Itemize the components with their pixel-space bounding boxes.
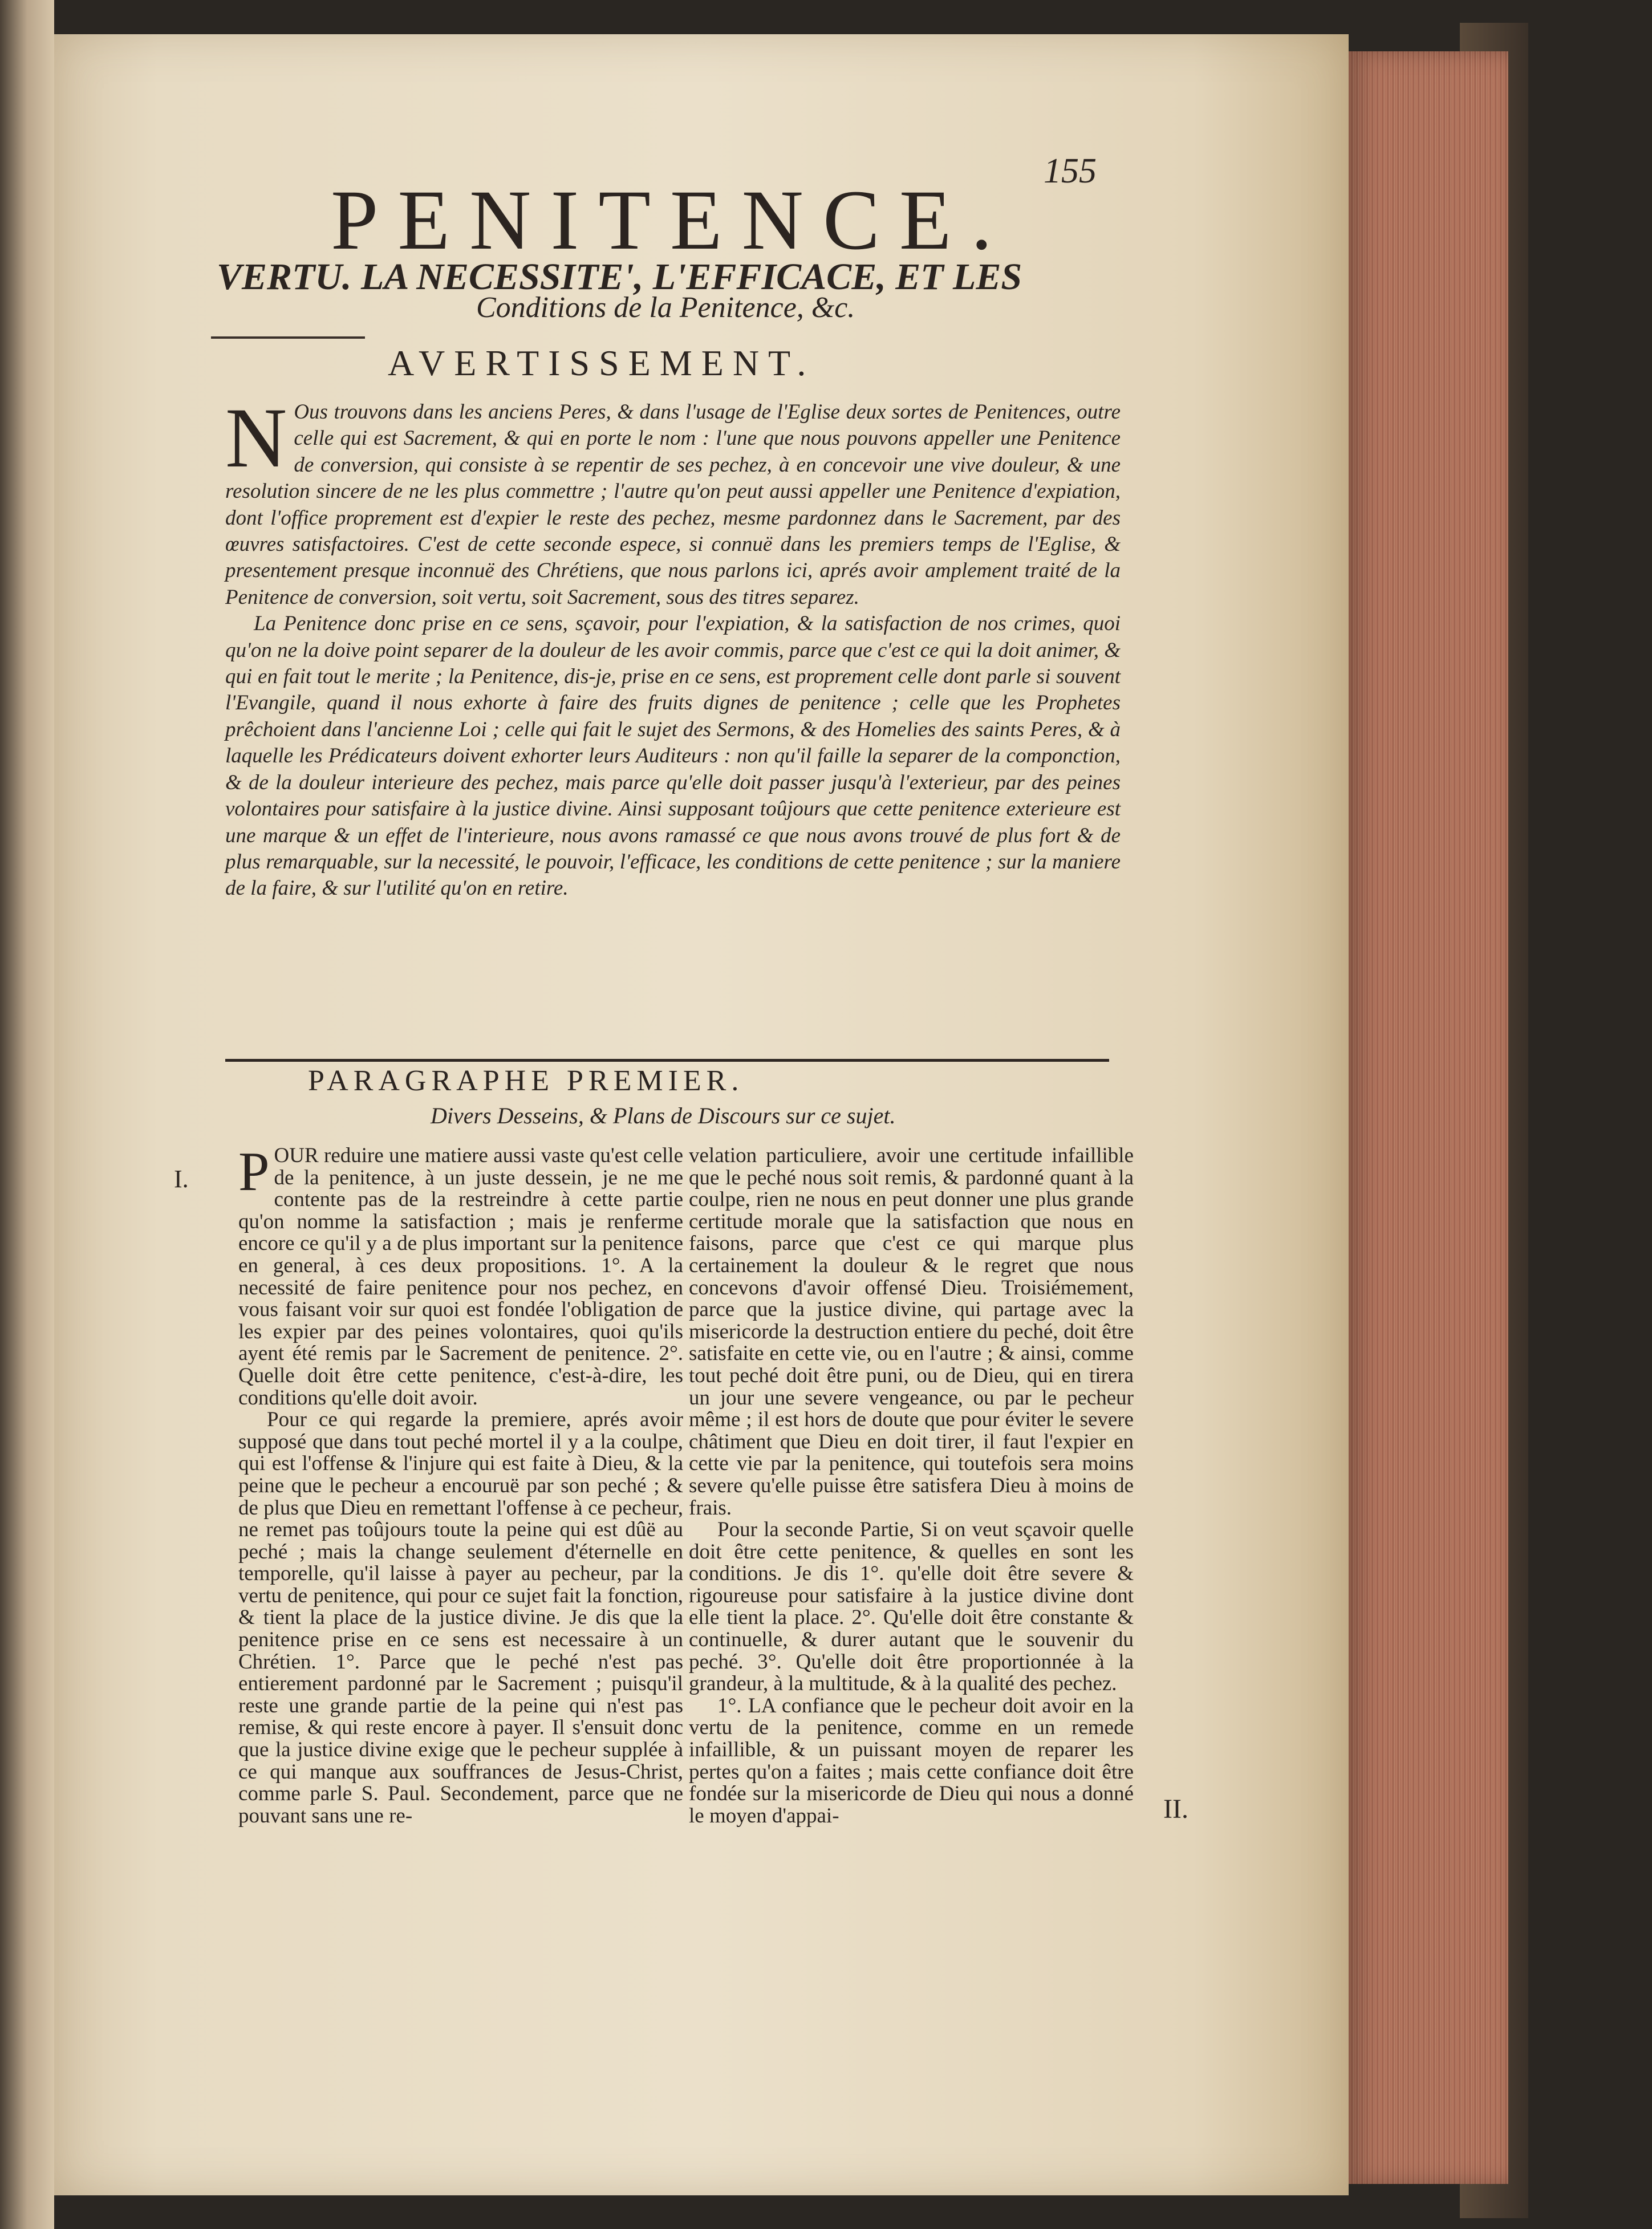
left-paragraph-1-text: OUR reduire une matiere aussi vaste qu'est celle de la penitence, à un juste dessein, je ne me contente pas de la restreindre à cette partie qu'on nomme la satisfaction ; mais je renferme encore ce qu'il y a de plus important sur la penitence en general, à ces deux propositions. 1°. A la necessité de faire penitence pour nos pechez, en vous faisant voir sur quoi est fondée l'obligation de les expier par des peines volontaires, quoi qu'ils ayent été remis par le Sacrement de penitence. 2°. Quelle doit être cette penitence, c'est-à-dire, les conditions qu'elle doit avoir. xyxy=(238,1144,683,1410)
subtitle-line-1: VERTU. LA NECESSITE', L'EFFICACE, ET LES xyxy=(217,256,1022,298)
right-paragraph-3: 1°. LA confiance que le pecheur doit avoir en la vertu de la penitence, comme en un remede infaillible, & un puissant moyen de reparer les pertes qu'on a faites ; mais cette confiance doit être fondée sur la misericorde de Dieu qui nous a donné le moyen d'appai- xyxy=(689,1694,1134,1828)
section-divider xyxy=(225,1059,1109,1062)
left-column xyxy=(238,1141,683,1828)
facing-page-edge xyxy=(0,0,54,2229)
right-paragraph-1: velation particuliere, avoir une certitude infaillible que le peché nous soit remis, & pardonné quant à la coulpe, rien ne nous en peut donner une plus grande certitude morale que la satisfaction que nous en faisons, parce que c'est ce qui marque plus certainement la douleur & le regret que nous concevons d'avoir offensé Dieu. Troisiémement, parce que la justice divine, qui partage avec la misericorde la destruction entiere du peché, doit être satisfaite en cette vie, ou en l'autre ; & ainsi, comme tout peché doit être puni, ou de Dieu, qui en tirera un jour une severe vengeance, ou par le pecheur même ; il est hors de doute que pour éviter le severe châtiment que Dieu en doit tirer, il faut l'expier en cette vie par la penitence, qui toutefois sera moins severe qu'elle puisse être satisfera Dieu à moins de frais. xyxy=(689,1144,1134,1520)
intro-text xyxy=(225,391,1121,902)
paragraph-subheading: Divers Desseins, & Plans de Discours sur ce sujet. xyxy=(431,1103,896,1128)
margin-marker-first: I. xyxy=(174,1165,189,1193)
left-paragraph-1 xyxy=(238,1141,683,1410)
right-paragraph-2: Pour la seconde Partie, Si on veut sçavoir quelle doit être cette penitence, & quelles en sont les conditions. Je dis 1°. qu'elle doit être severe & rigoureuse pour satisfaire à la justice divine dont elle tient la place. 2°. Qu'elle doit être constante & continuelle, & durer autant que le souvenir du peché. 3°. Qu'elle doit être proportionnée à la grandeur, à la multitude, & à la qualité des pechez. xyxy=(689,1518,1134,1696)
intro-paragraph-1-text: Ous trouvons dans les anciens Peres, & dans l'usage de l'Eglise deux sortes de Penitences, outre celle qui est Sacrement, & qui en porte le nom : l'une que nous pouvons appeller une Penitence de conversion, qui consiste à se repentir de ses pechez, à en concevoir une vive douleur, & une resolution sincere de ne les plus commettre ; l'autre qu'on peut aussi appeller une Penitence d'expiation, dont l'office proprement est d'expier le reste des pechez, mesme pardonnez dans le Sacrement, par des œuvres satisfactoires. C'est de cette seconde espece, si connuë dans les premiers temps de l'Eglise, & presentement presque inconnuë des Chrétiens, que nous parlons ici, aprés avoir amplement traité de la Penitence de conversion, soit vertu, soit Sacrement, sous des titres separez. xyxy=(225,400,1121,609)
margin-marker-second: II. xyxy=(1163,1794,1188,1824)
paragraph-heading: PARAGRAPHE PREMIER. xyxy=(308,1065,744,1097)
intro-paragraph-1 xyxy=(225,391,1121,611)
left-paragraph-2: Pour ce qui regarde la premiere, aprés avoir supposé que dans tout peché mortel il y a la coulpe, qui est l'offense & l'injure qui est faite à Dieu, & la peine que le pecheur a encouruë par son peché ; & de plus que Dieu en remettant l'offense à ce pecheur, ne remet pas toûjours toute la peine qui est dûë au peché ; mais la change seulement d'éternelle en temporelle, qu'il laisse à payer au pecheur, par la vertu de penitence, qui pour ce sujet fait la fonction, & tient la place de la justice divine. Je dis que la penitence prise en ce sens est necessaire à un Chrétien. 1°. Parce que le peché n'est pas entierement pardonné par le Sacrement ; puisqu'il reste une grande partie de la peine qui n'est pas remise, & qui reste encore à payer. Il s'ensuit donc que la justice divine exige que le pecheur supplée à ce qui manque aux souffrances de Jesus-Christ, comme parle S. Paul. Secondement, parce que ne pouvant sans une re- xyxy=(238,1408,683,1828)
page-number: 155 xyxy=(1044,152,1097,190)
subtitle-line-2: Conditions de la Penitence, &c. xyxy=(476,291,855,324)
drop-cap-p: P xyxy=(238,1141,270,1203)
title-rule xyxy=(211,336,365,339)
drop-cap-n: N xyxy=(225,391,287,485)
page-fore-edge xyxy=(1349,51,1508,2184)
page-title: PENITENCE. xyxy=(331,173,1012,267)
section-heading: AVERTISSEMENT. xyxy=(388,343,815,383)
intro-paragraph-2: La Penitence donc prise en ce sens, sçavoir, pour l'expiation, & la satisfaction de nos crimes, quoi qu'on ne la doive point separer de la douleur de les avoir commis, parce que c'est ce qui la doit animer, & qui en fait tout le merite ; la Penitence, dis-je, prise en ce sens, est proprement celle dont parle si souvent l'Evangile, quand il nous exhorte à faire des fruits dignes de penitence ; celle que les Prophetes prêchoient dans l'ancienne Loi ; celle qui fait le sujet des Sermons, & des Homelies des saints Peres, & à laquelle les Prédicateurs doivent exhorter leurs Auditeurs : non qu'il faille la separer de la componction, & de la douleur interieure des pechez, mais parce qu'elle doit passer jusqu'à l'exterieur, par des peines volontaires pour satisfaire à la justice divine. Ainsi supposant toûjours que cette penitence exterieure est une marque & un effet de l'interieure, nous avons ramassé ce que nous avons trouvé de plus fort & de plus remarquable, sur la necessité, le pouvoir, l'efficace, les conditions de cette penitence ; sur la maniere de la faire, & sur l'utilité qu'on en retire. xyxy=(225,612,1121,900)
right-column xyxy=(689,1145,1134,1827)
